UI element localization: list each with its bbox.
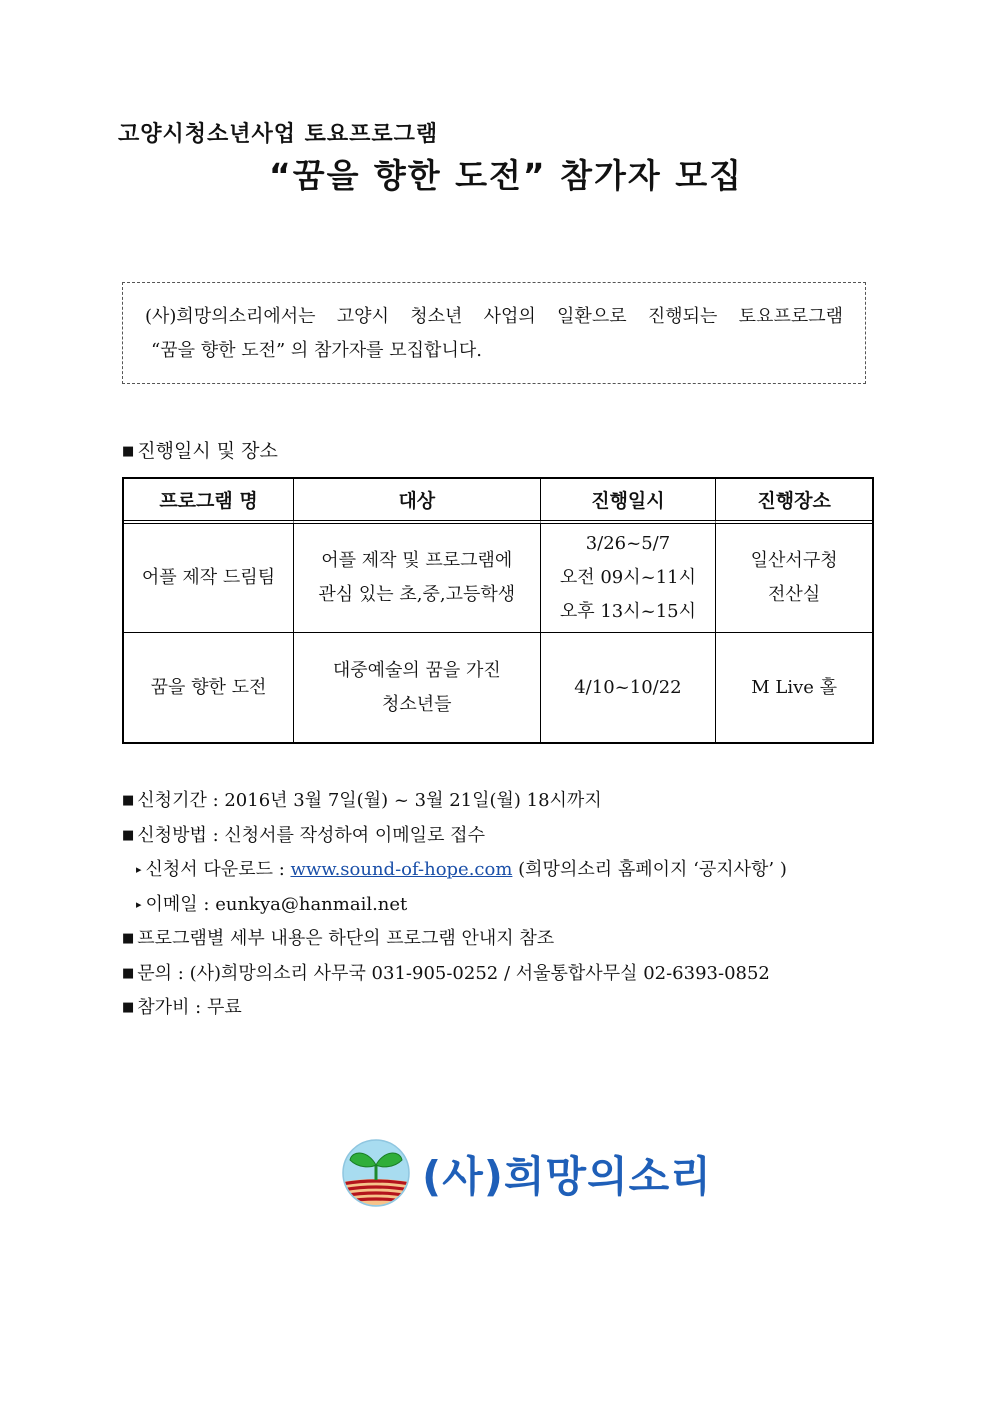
info-item-email <box>122 888 882 923</box>
program-name-cell: 꿈을 향한 도전 <box>150 676 267 698</box>
target-cell <box>293 633 540 742</box>
schedule-heading-text: 진행일시 및 장소 <box>137 440 278 462</box>
place-cell <box>715 524 872 633</box>
period-text: 신청기간 : 2016년 3월 7일(월) ~ 3월 21일(월) 18시까지 <box>137 790 602 811</box>
details-text: 프로그램별 세부 내용은 하단의 프로그램 안내지 참조 <box>137 928 555 949</box>
organization-logo <box>338 1138 712 1208</box>
cell-line: 3/26~5/7 <box>585 533 671 554</box>
fee-text: 참가비 : 무료 <box>137 997 242 1018</box>
triangle-bullet-icon: ▸ <box>136 897 142 911</box>
info-item-download <box>122 853 882 888</box>
table-header-cell: 프로그램 명 <box>124 479 293 524</box>
cell-line: 관심 있는 초,중,고등학생 <box>318 584 516 605</box>
info-item-contact <box>122 957 882 992</box>
page-title-text: “꿈을 향한 도전” 참가자 모집 <box>269 156 743 195</box>
cell-line: M Live 홀 <box>751 676 838 698</box>
info-item-fee <box>122 991 882 1026</box>
place-cell <box>715 633 872 742</box>
method-text: 신청방법 : 신청서를 작성하여 이메일로 접수 <box>137 824 485 846</box>
info-item-details <box>122 922 882 957</box>
target-cell <box>293 524 540 633</box>
cell-line: 일산서구청 <box>750 550 838 571</box>
info-item-period <box>122 784 882 819</box>
bullet-icon: ■ <box>122 444 135 459</box>
cell-line: 오후 13시~15시 <box>559 601 697 622</box>
schedule-heading <box>122 436 278 463</box>
table-header-row <box>124 479 872 524</box>
download-label: 신청서 다운로드 : <box>145 859 291 880</box>
info-list <box>122 784 882 1026</box>
sprout-logo-icon <box>338 1138 414 1208</box>
bullet-icon: ■ <box>122 793 135 808</box>
contact-text: 문의 : (사)희망의소리 사무국 031-905-0252 / 서울통합사무실 02-6393-0852 <box>137 962 770 984</box>
page-subtitle: 고양시청소년사업 토요프로그램 <box>118 122 439 147</box>
program-table <box>122 477 874 744</box>
cell-line: 청소년들 <box>382 693 452 715</box>
email-text: 이메일 : eunkya@hanmail.net <box>145 893 408 915</box>
table-header-cell: 대상 <box>293 479 540 524</box>
cell-line: 전산실 <box>768 584 821 605</box>
cell-line: 어플 제작 및 프로그램에 <box>321 550 513 571</box>
table-row <box>124 524 872 633</box>
intro-text-line2: “꿈을 향한 도전” 의 참가자를 모집합니다. <box>151 340 482 361</box>
program-name-cell: 어플 제작 드림팀 <box>124 524 293 633</box>
triangle-bullet-icon: ▸ <box>136 863 142 876</box>
bullet-icon: ■ <box>122 827 135 843</box>
datetime-cell <box>540 633 716 742</box>
bullet-icon: ■ <box>122 1000 135 1015</box>
info-item-method <box>122 819 882 854</box>
logo-text: (사)희망의소리 <box>422 1152 712 1201</box>
download-note: (희망의소리 홈페이지 ‘공지사항’ ) <box>512 859 787 880</box>
datetime-cell <box>540 524 716 633</box>
cell-line: 대중예술의 꿈을 가진 <box>332 659 501 681</box>
website-link[interactable]: www.sound-of-hope.com <box>290 859 513 880</box>
intro-box <box>122 282 866 384</box>
table-header-cell: 진행장소 <box>715 479 872 524</box>
table-row <box>124 633 872 742</box>
page-title <box>0 150 992 197</box>
intro-text-line1: (사)희망의소리에서는 고양시 청소년 사업의 일환으로 진행되는 토요프로그램 <box>145 306 843 327</box>
bullet-icon: ■ <box>122 965 135 981</box>
cell-line: 오전 09시~11시 <box>559 567 697 588</box>
table-header-cell: 진행일시 <box>540 479 716 524</box>
bullet-icon: ■ <box>122 931 135 946</box>
cell-line: 4/10~10/22 <box>574 676 682 698</box>
